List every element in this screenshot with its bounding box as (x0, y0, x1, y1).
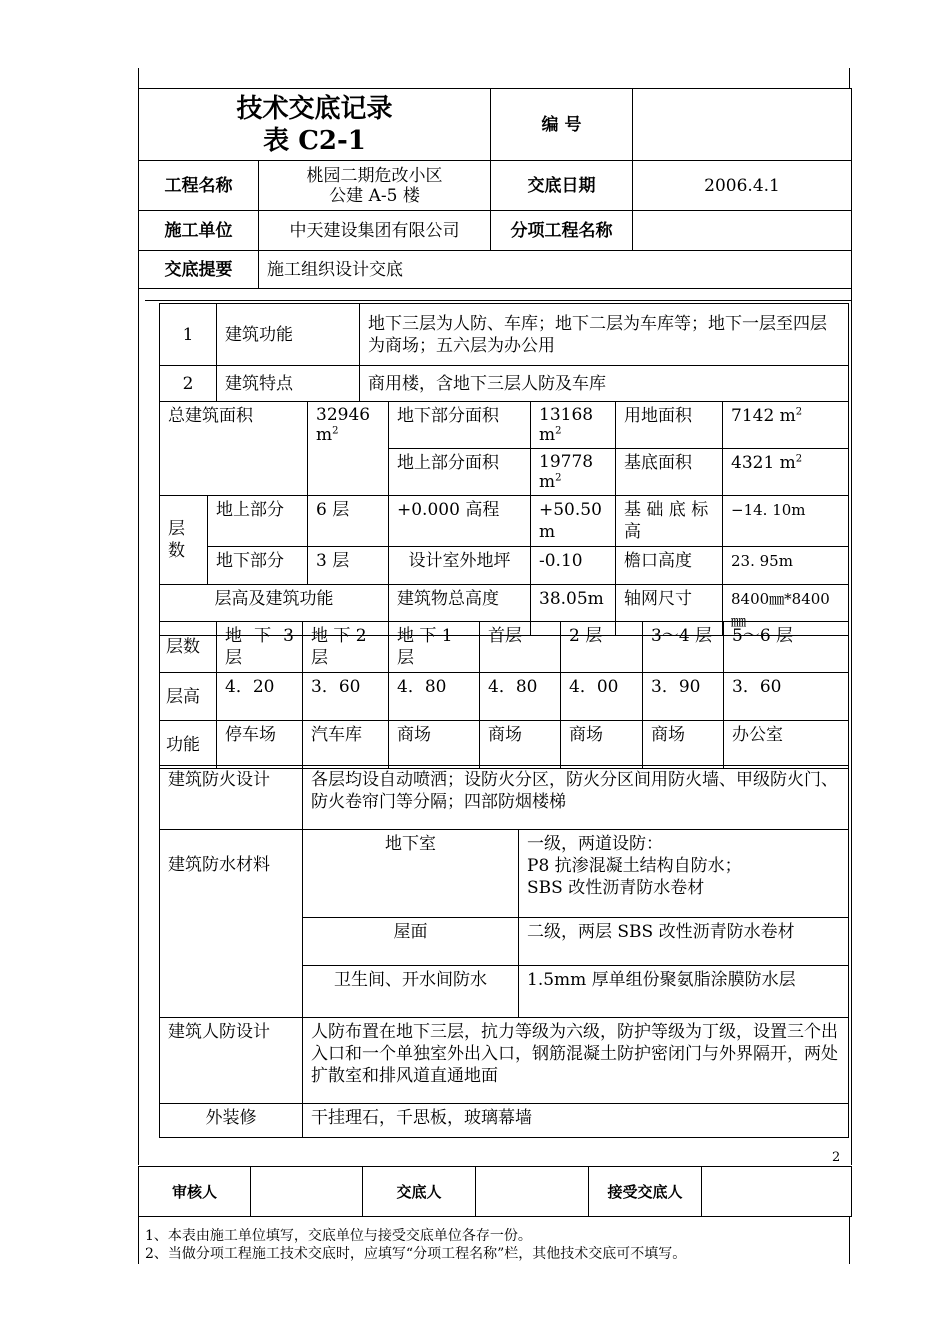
receiver-sign-field[interactable] (702, 1167, 852, 1217)
ground-label: 设计室外地坪 (389, 547, 531, 585)
elevation-label: +0.000 高程 (389, 496, 531, 547)
table-row (160, 304, 849, 366)
waterproof-spec (519, 830, 849, 918)
above-floors-label: 地上部分 (208, 496, 308, 547)
land-area-label: 用地面积 (616, 402, 723, 449)
unit-label: 施工单位 (139, 211, 259, 251)
right-margin-line (849, 68, 850, 88)
subitem-label: 分项工程名称 (491, 211, 633, 251)
waterproof-part: 地下室 (303, 830, 519, 918)
waterproof-spec: 1.5mm 厚单组份聚氨脂涂膜防水层 (519, 966, 849, 1018)
area-table (159, 401, 849, 636)
below-floors-value: 3 层 (308, 547, 389, 585)
total-area-value: 32946 (316, 405, 371, 425)
signature-table (138, 1166, 852, 1217)
eave-label: 檐口高度 (616, 547, 723, 585)
civil-defense-label: 建筑人防设计 (160, 1018, 303, 1104)
level-height: 4．80 (480, 673, 561, 721)
items-table (159, 303, 849, 402)
above-area-cell (531, 449, 616, 496)
waterproof-spec-line: P8 抗渗混凝土结构自防水； (527, 856, 742, 876)
sup-2: 2 (795, 406, 803, 418)
receiver-label: 接受交底人 (589, 1167, 702, 1217)
title-cell (139, 89, 491, 161)
left-frame-line (138, 285, 139, 1165)
date-value: 2006.4.1 (633, 161, 852, 211)
left-bottom-line (138, 1216, 139, 1264)
below-floors-label: 地下部分 (208, 547, 308, 585)
content-top-line (145, 300, 851, 301)
waterproof-spec-line: SBS 改性沥青防水卷材 (527, 878, 705, 898)
level-function: 汽车库 (303, 721, 389, 769)
levels-table (159, 621, 849, 769)
level-function: 商场 (561, 721, 643, 769)
floors-label: 层数 (168, 519, 185, 561)
elevation-value: +50.50 m (531, 496, 616, 547)
foundation-value: −14. 10m (723, 496, 849, 547)
waterproof-spec: 二级，两层 SBS 改性沥青防水卷材 (519, 918, 849, 966)
level-function: 商场 (389, 721, 480, 769)
level-function: 商场 (480, 721, 561, 769)
eave-value: 23. 95m (723, 547, 849, 585)
above-area-unit: m (539, 472, 556, 492)
sup-2: 2 (795, 453, 803, 465)
date-label: 交底日期 (491, 161, 633, 211)
table-row (160, 721, 849, 769)
below-area-value: 13168 (539, 405, 594, 425)
base-area-cell (723, 449, 849, 496)
item-no: 1 (160, 304, 217, 366)
item-content: 商用楼，含地下三层人防及车库 (360, 366, 849, 402)
total-area-cell (308, 402, 389, 496)
discloser-sign-field[interactable] (476, 1167, 589, 1217)
project-name-line1: 桃园二期危改小区 (306, 165, 443, 186)
discloser-label: 交底人 (363, 1167, 476, 1217)
page-title: 技术交底记录 (236, 93, 393, 124)
level-height: 4．20 (217, 673, 303, 721)
above-area-value: 19778 (539, 452, 594, 472)
level-function: 停车场 (217, 721, 303, 769)
project-name-line2: 公建 A-5 楼 (329, 185, 420, 206)
grid-value: 8400㎜*8400㎜ (723, 585, 849, 636)
level-height: 3．60 (303, 673, 389, 721)
level-function: 商场 (643, 721, 724, 769)
level-floor: 地 下 2 层 (303, 622, 389, 673)
right-frame-line (851, 285, 852, 1165)
table-row (160, 622, 849, 673)
design-table (159, 765, 849, 1138)
land-area-cell (723, 402, 849, 449)
number-value (633, 89, 852, 161)
facade-content: 干挂理石，千思板，玻璃幕墙 (303, 1104, 849, 1138)
form-code: 表 C2-1 (263, 125, 366, 156)
table-row (160, 366, 849, 402)
level-height: 3．90 (643, 673, 724, 721)
below-area-label: 地下部分面积 (389, 402, 531, 449)
total-height-value: 38.05m (531, 585, 616, 636)
waterproof-part: 卫生间、开水间防水 (303, 966, 519, 1018)
level-floor: 5～6 层 (724, 622, 849, 673)
level-floor: 首层 (480, 622, 561, 673)
item-name: 建筑特点 (217, 366, 360, 402)
waterproof-part: 屋面 (303, 918, 519, 966)
below-area-cell (531, 402, 616, 449)
number-label: 编 号 (491, 89, 633, 161)
fire-content: 各层均设自动喷洒；设防火分区，防火分区间用防火墙、甲级防火门、防火卷帘门等分隔；四部防烟楼梯 (303, 766, 849, 830)
note-2: 2、当做分项工程施工技术交底时，应填写“分项工程名称”栏，其他技术交底可不填写。 (145, 1246, 687, 1262)
below-area-unit: m (539, 425, 556, 445)
level-floor: 3～4 层 (643, 622, 724, 673)
row-label-height: 层高 (160, 673, 217, 721)
note-1: 1、本表由施工单位填写，交底单位与接受交底单位各存一份。 (145, 1228, 532, 1244)
item-content: 地下三层为人防、车库；地下二层为车库等；地下一层至四层为商场；五六层为办公用 (360, 304, 849, 366)
subitem-value (633, 211, 852, 251)
floors-label-cell (160, 496, 208, 585)
page-number: 2 (832, 1150, 841, 1165)
base-area-value: 4321 m (731, 453, 796, 473)
height-function-label: 层高及建筑功能 (160, 585, 389, 636)
left-margin-line (138, 68, 139, 88)
facade-label: 外装修 (160, 1104, 303, 1138)
grid-label: 轴网尺寸 (616, 585, 723, 636)
level-floor: 地 下 3 层 (217, 622, 303, 673)
base-area-label: 基底面积 (616, 449, 723, 496)
foundation-label: 基 础 底 标 高 (616, 496, 723, 547)
unit-value: 中天建设集团有限公司 (259, 211, 491, 251)
level-height: 3．60 (724, 673, 849, 721)
row-label-floor: 层数 (160, 622, 217, 673)
fire-label: 建筑防火设计 (160, 766, 303, 830)
item-name: 建筑功能 (217, 304, 360, 366)
sup-2: 2 (555, 472, 562, 484)
total-area-label: 总建筑面积 (160, 402, 308, 496)
above-floors-value: 6 层 (308, 496, 389, 547)
civil-defense-content: 人防布置在地下三层，抗力等级为六级，防护等级为丁级，设置三个出入口和一个单独室外出入口，钢筋混凝土防护密闭门与外界隔开，两处扩散室和排风道直通地面 (303, 1018, 849, 1104)
level-floor: 地 下 1 层 (389, 622, 480, 673)
waterproof-spec-line: 一级，两道设防： (527, 834, 663, 854)
right-bottom-line (849, 1216, 850, 1264)
above-area-label: 地上部分面积 (389, 449, 531, 496)
level-height: 4．00 (561, 673, 643, 721)
table-row (160, 673, 849, 721)
reviewer-sign-field[interactable] (251, 1167, 363, 1217)
item-no: 2 (160, 366, 217, 402)
row-label-function: 功能 (160, 721, 217, 769)
sup-2: 2 (555, 425, 562, 437)
level-function: 办公室 (724, 721, 849, 769)
summary-label: 交底提要 (139, 251, 259, 289)
project-name-label: 工程名称 (139, 161, 259, 211)
level-height: 4．80 (389, 673, 480, 721)
total-height-label: 建筑物总高度 (389, 585, 531, 636)
total-area-unit: m (316, 425, 333, 445)
land-area-value: 7142 m (731, 406, 796, 426)
sup-2: 2 (332, 425, 339, 437)
summary-value: 施工组织设计交底 (259, 251, 852, 289)
project-name-cell (259, 161, 491, 211)
ground-value: -0.10 (531, 547, 616, 585)
header-table (138, 88, 852, 289)
reviewer-label: 审核人 (139, 1167, 251, 1217)
level-floor: 2 层 (561, 622, 643, 673)
waterproof-label: 建筑防水材料 (160, 830, 303, 1018)
